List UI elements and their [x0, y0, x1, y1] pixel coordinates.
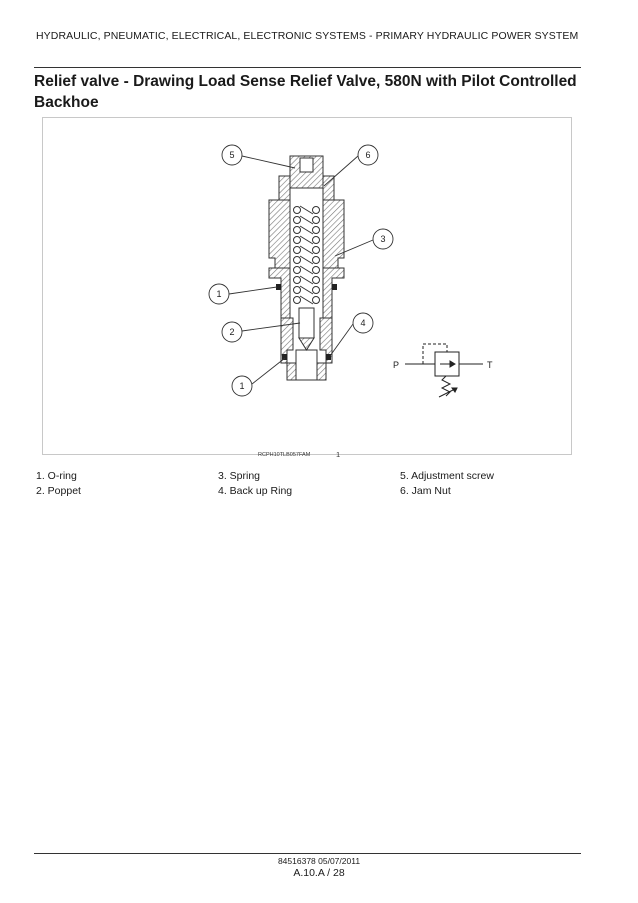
callout-label: 4 — [360, 318, 366, 328]
document-reference: 84516378 05/07/2011 — [277, 856, 361, 866]
callout-label: 5 — [229, 150, 235, 160]
page-reference: A.10.A / 28 — [293, 867, 345, 879]
legend-item: 2. Poppet — [36, 485, 81, 497]
legend-column-1 — [36, 469, 81, 499]
poppet — [299, 308, 314, 350]
legend-item: 1. O-ring — [36, 470, 77, 482]
legend-column-2 — [218, 469, 292, 499]
port-p-label: P — [392, 360, 399, 370]
callout-label: 2 — [229, 327, 235, 337]
page-title: Relief valve - Drawing Load Sense Relief Valve, 580N with Pilot Controlled Backhoe — [34, 73, 577, 111]
callout-label: 1 — [216, 289, 222, 299]
spring — [294, 206, 320, 304]
footer-rule — [34, 853, 581, 854]
figure-code: RCPH10TLB057FAM — [258, 452, 311, 458]
legend-item: 5. Adjustment screw — [400, 470, 494, 482]
header-rule — [34, 67, 581, 68]
legend-item: 3. Spring — [218, 470, 261, 482]
figure-frame — [42, 117, 572, 455]
callout-label: 3 — [380, 234, 386, 244]
figure-number: 1 — [336, 450, 341, 459]
legend-item: 6. Jam Nut — [400, 485, 451, 497]
relief-valve-drawing — [43, 118, 571, 454]
callout-label: 1 — [239, 381, 245, 391]
relief-valve-symbol — [405, 344, 483, 397]
legend-column-3 — [400, 469, 494, 499]
port-t-label: T — [487, 360, 493, 370]
section-header: HYDRAULIC, PNEUMATIC, ELECTRICAL, ELECTRONIC SYSTEMS - PRIMARY HYDRAULIC POWER SYSTEM — [36, 30, 579, 42]
legend-item: 4. Back up Ring — [218, 485, 293, 497]
callout-label: 6 — [365, 150, 371, 160]
